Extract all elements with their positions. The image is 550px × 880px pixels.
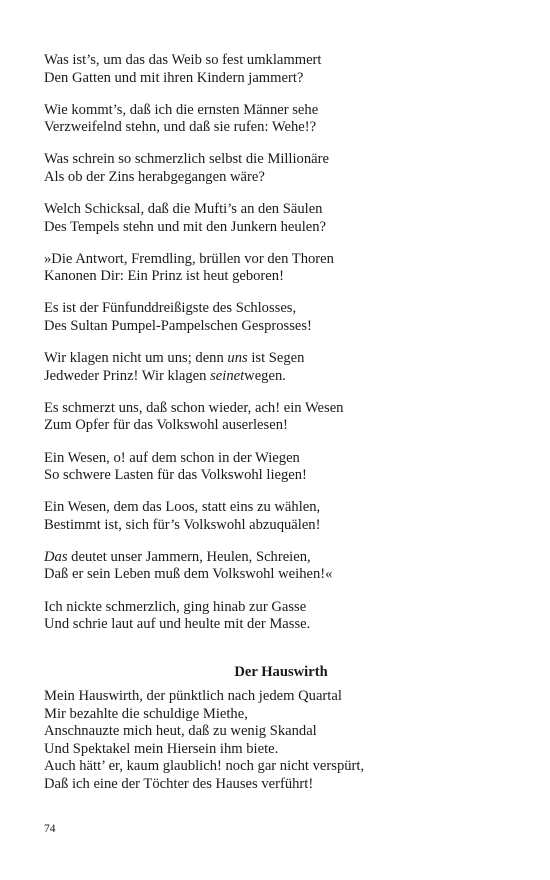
verse-line: Was schrein so schmerzlich selbst die Millionäre [44,151,329,168]
stanza [44,350,524,385]
verse-line: Wie kommt’s, daß ich die ernsten Männer sehe [44,101,319,118]
verse-line: Zum Opfer für das Volkswohl auserlesen! [44,417,288,434]
verse-line: Mein Hauswirth, der pünktlich nach jedem Quartal [44,688,342,704]
stanza [44,251,524,286]
stanza [44,52,524,87]
poem-stanzas [44,52,524,634]
page-number: 74 [44,823,56,835]
verse-line: Verzweifelnd stehn, und daß sie rufen: Wehe!? [44,119,317,136]
stanza [44,400,524,435]
verse-line: Es schmerzt uns, daß schon wieder, ach! ein Wesen [44,399,344,416]
verse-line: Daß er sein Leben muß dem Volkswohl weihen!« [44,566,333,583]
stanza [44,102,524,137]
verse-line: Des Tempels stehn und mit den Junkern heulen? [44,218,327,235]
verse-line [44,350,524,368]
verse-line: Ein Wesen, dem das Loos, statt eins zu wählen, [44,499,321,516]
verse-line: Mir bezahlte die schuldige Miethe, [44,705,248,722]
verse-line: Daß ich eine der Töchter des Hauses verführt! [44,775,314,792]
verse-line [44,368,524,386]
stanza [44,599,524,634]
line-segment: Wir klagen nicht um uns; denn [44,350,228,367]
stanza [44,151,524,186]
poem-title: Der Hauswirth [234,664,328,680]
verse-line: So schwere Lasten für das Volkswohl liegen! [44,467,307,484]
stanza [44,549,524,584]
verse-line: Kanonen Dir: Ein Prinz ist heut geboren! [44,268,284,285]
emphasized-word: uns [227,350,248,367]
verse-line: Es ist der Fünfunddreißigste des Schlosses, [44,300,297,317]
verse-line [44,549,524,567]
verse-line: Des Sultan Pumpel-Pampelschen Gesprosses! [44,318,312,335]
line-segment: Jedweder Prinz! Wir klagen [44,367,211,384]
stanza [44,499,524,534]
stanza [44,300,524,335]
verse-line: Ich nickte schmerzlich, ging hinab zur Gasse [44,598,307,615]
emphasized-word: seinet [210,367,245,384]
verse-line: Ein Wesen, o! auf dem schon in der Wiegen [44,449,300,466]
verse-line: »Die Antwort, Fremdling, brüllen vor den Thoren [44,250,334,267]
verse-line: Was ist’s, um das das Weib so fest umklammert [44,52,322,68]
verse-line: Auch hätt’ er, kaum glaublich! noch gar nicht verspürt, [44,758,365,775]
verse-line: Und schrie laut auf und heulte mit der Masse. [44,616,311,633]
verse-line: Anschnauzte mich heut, daß zu wenig Skandal [44,723,317,740]
stanza [44,450,524,485]
emphasized-word: Das [44,548,68,565]
verse-line: Als ob der Zins herabgegangen wäre? [44,168,265,185]
line-segment: ist Segen [247,350,305,367]
poem-body [44,688,524,794]
stanza [44,201,524,236]
verse-line: Den Gatten und mit ihren Kindern jammert? [44,69,304,86]
line-segment: deutet unser Jammern, Heulen, Schreien, [67,548,311,565]
line-segment: wegen. [244,367,286,384]
verse-line: Bestimmt ist, sich für’s Volkswohl abzuquälen! [44,516,321,533]
verse-line: Und Spektakel mein Hiersein ihm biete. [44,740,279,757]
verse-line: Welch Schicksal, daß die Mufti’s an den Säulen [44,201,323,218]
